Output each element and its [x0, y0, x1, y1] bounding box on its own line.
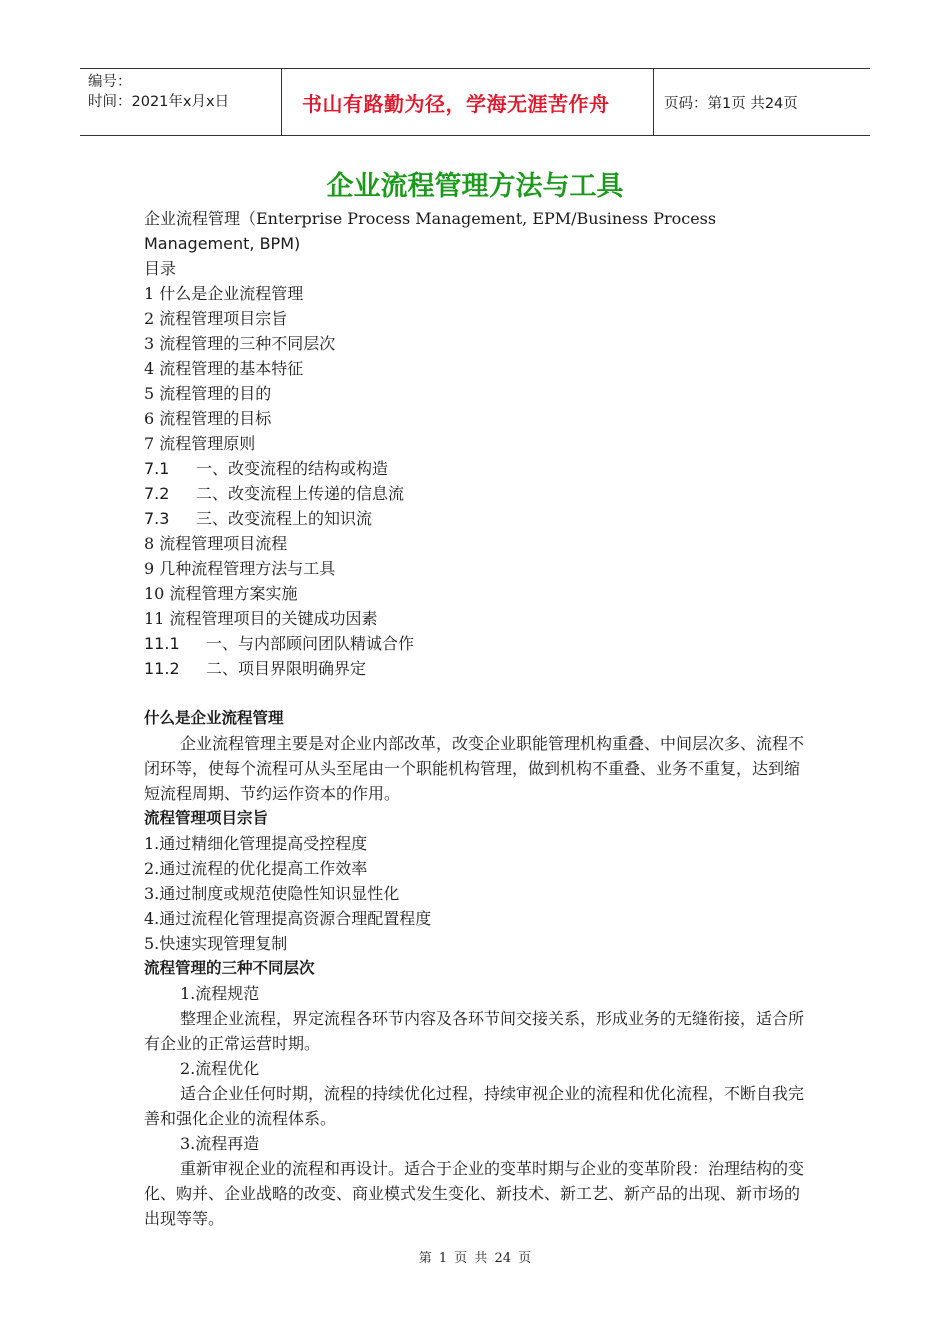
document-number-label: 编号： [88, 74, 132, 90]
document-date: 时间：2021年x月x日 [88, 94, 230, 110]
document-title: 企业流程管理方法与工具 [326, 171, 624, 202]
section-paragraph: 企业流程管理主要是对企业内部改革，改变企业职能管理机构重叠、中间层次多、流程不闭环等，使每个流程可从头至尾由一个职能机构管理，做到机构不重叠、业务不重复，达到缩短流程周期、节约运作资本的作用。 [144, 734, 805, 803]
list-item: 1.通过精细化管理提高受控程度 [144, 834, 368, 853]
toc-subitem-number: 11.2 [144, 659, 180, 678]
toc-item: 9 几种流程管理方法与工具 [144, 559, 336, 578]
subsection-label: 1.流程规范 [180, 984, 260, 1003]
page-header [80, 68, 870, 136]
toc-subitem-text: 三、改变流程上的知识流 [196, 509, 373, 528]
page-footer: 第 1 页 共 24 页 [418, 1251, 532, 1266]
toc-item: 3 流程管理的三种不同层次 [144, 334, 336, 353]
toc-subitem-text: 一、与内部顾问团队精诚合作 [206, 634, 415, 653]
intro-line: 企业流程管理（Enterprise Process Management, EPM/Business Process [144, 209, 717, 228]
toc-subitem-text: 一、改变流程的结构或构造 [196, 459, 389, 478]
spacer [144, 681, 814, 706]
document-body [144, 206, 814, 1231]
section-paragraph: 整理企业流程，界定流程各环节内容及各环节间交接关系，形成业务的无缝衔接，适合所有企业的正常运营时期。 [144, 1009, 805, 1053]
toc-subitem-number: 7.1 [144, 459, 170, 478]
subsection-label: 2.流程优化 [180, 1059, 260, 1078]
toc-subitem [144, 631, 814, 656]
header-motto-cell [282, 69, 654, 135]
list-item: 5.快速实现管理复制 [144, 934, 288, 953]
section-paragraph: 适合企业任何时期，流程的持续优化过程，持续审视企业的流程和优化流程，不断自我完善和强化企业的流程体系。 [144, 1084, 805, 1128]
list-item: 2.通过流程的优化提高工作效率 [144, 859, 368, 878]
toc-subitem [144, 456, 814, 481]
list-item: 3.通过制度或规范使隐性知识显性化 [144, 884, 400, 903]
header-motto: 书山有路勤为径，学海无涯苦作舟 [302, 91, 610, 116]
section-paragraph: 重新审视企业的流程和再设计。适合于企业的变革时期与企业的变革阶段：治理结构的变化、购并、企业战略的改变、商业模式发生变化、新技术、新工艺、新产品的出现、新市场的出现等等。 [144, 1159, 805, 1228]
toc-label: 目录 [144, 259, 177, 278]
toc-item: 7 流程管理原则 [144, 434, 256, 453]
toc-item: 5 流程管理的目的 [144, 384, 272, 403]
toc-item: 4 流程管理的基本特征 [144, 359, 304, 378]
header-meta [80, 69, 282, 135]
intro-line: Management, BPM) [144, 234, 301, 253]
toc-subitem-number: 7.3 [144, 509, 170, 528]
toc-item: 1 什么是企业流程管理 [144, 284, 304, 303]
toc-item: 6 流程管理的目标 [144, 409, 272, 428]
section-heading: 流程管理的三种不同层次 [144, 959, 315, 977]
subsection-label: 3.流程再造 [180, 1134, 260, 1153]
toc-subitem-number: 11.1 [144, 634, 180, 653]
toc-item: 11 流程管理项目的关键成功因素 [144, 609, 378, 628]
toc-item: 10 流程管理方案实施 [144, 584, 298, 603]
toc-subitem [144, 506, 814, 531]
toc-item: 2 流程管理项目宗旨 [144, 309, 288, 328]
toc-subitem-number: 7.2 [144, 484, 170, 503]
toc-subitem [144, 481, 814, 506]
toc-subitem [144, 656, 814, 681]
toc-item: 8 流程管理项目流程 [144, 534, 288, 553]
section-heading: 流程管理项目宗旨 [144, 809, 269, 827]
section-heading: 什么是企业流程管理 [144, 709, 284, 727]
list-item: 4.通过流程化管理提高资源合理配置程度 [144, 909, 432, 928]
header-page-info: 页码：第1页 共24页 [664, 95, 798, 112]
toc-subitem-text: 二、改变流程上传递的信息流 [196, 484, 405, 503]
toc-subitem-text: 二、项目界限明确界定 [206, 659, 367, 678]
